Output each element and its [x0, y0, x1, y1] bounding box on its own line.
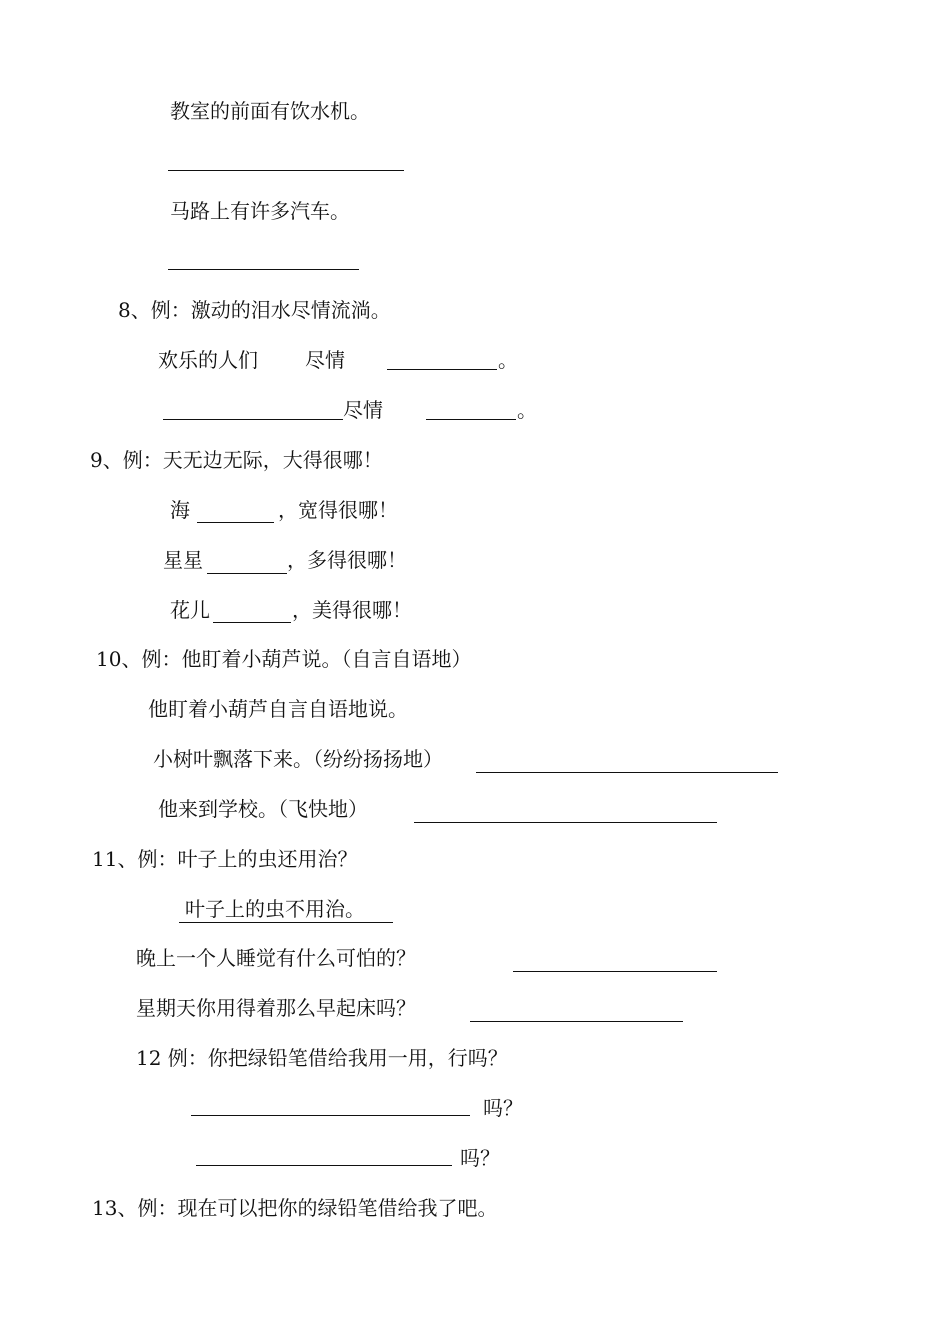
question-8-blank-b1[interactable] — [163, 419, 343, 420]
question-9-line-a-text2: ，宽得很哪！ — [278, 498, 398, 522]
question-9-blank-a[interactable] — [197, 522, 274, 523]
question-11-line-a: 晚上一个人睡觉有什么可怕的？ — [136, 946, 416, 970]
question-9-example: 9、例：天无边无际，大得很哪！ — [90, 448, 383, 472]
sentence-cars: 马路上有许多汽车。 — [170, 199, 350, 223]
question-8-line-a-text1: 欢乐的人们 — [158, 348, 258, 372]
sentence-drinking-fountain: 教室的前面有饮水机。 — [170, 99, 370, 123]
question-10-blank-b[interactable] — [414, 822, 717, 823]
question-9-line-b-text2: ，多得很哪！ — [287, 548, 407, 572]
question-9-line-c-text2: ，美得很哪！ — [292, 598, 412, 622]
question-10-line-a: 小树叶飘落下来。（纷纷扬扬地） — [153, 747, 443, 771]
answer-blank-2[interactable] — [168, 269, 359, 270]
question-8-blank-b2[interactable] — [426, 419, 516, 420]
question-11-example-underline — [179, 922, 393, 923]
question-9-blank-b[interactable] — [207, 573, 287, 574]
question-10-example: 10、例：他盯着小葫芦说。（自言自语地） — [96, 647, 472, 671]
question-8-line-a-text2: 尽情 — [305, 348, 345, 372]
question-12-example: 12 例：你把绿铅笔借给我用一用，行吗？ — [136, 1046, 508, 1070]
question-9-line-a-text1: 海 — [170, 498, 190, 522]
question-11-line-b: 星期天你用得着那么早起床吗？ — [136, 996, 416, 1020]
question-9-blank-c[interactable] — [213, 622, 291, 623]
question-11-example-answer: 叶子上的虫不用治。 — [185, 897, 365, 921]
question-11-example: 11、例：叶子上的虫还用治？ — [92, 847, 358, 871]
question-8-line-b-end: 。 — [517, 398, 537, 422]
question-13-example: 13、例：现在可以把你的绿铅笔借给我了吧。 — [92, 1196, 498, 1220]
question-8-blank-a[interactable] — [387, 369, 497, 370]
question-12-line-a-end: 吗？ — [483, 1096, 523, 1120]
question-10-example-answer: 他盯着小葫芦自言自语地说。 — [148, 697, 408, 721]
question-12-blank-b[interactable] — [196, 1165, 452, 1166]
question-9-line-b-text1: 星星 — [163, 548, 203, 572]
question-10-line-b: 他来到学校。（飞快地） — [158, 797, 368, 821]
question-12-line-b-end: 吗？ — [460, 1146, 500, 1170]
question-11-blank-a[interactable] — [513, 971, 717, 972]
question-8-example: 8、例：激动的泪水尽情流淌。 — [118, 298, 391, 322]
answer-blank-1[interactable] — [168, 170, 404, 171]
question-12-blank-a[interactable] — [191, 1115, 470, 1116]
question-9-line-c-text1: 花儿 — [170, 598, 210, 622]
question-10-blank-a[interactable] — [476, 772, 778, 773]
question-8-line-b-text1: 尽情 — [343, 398, 383, 422]
question-11-blank-b[interactable] — [470, 1021, 683, 1022]
question-8-line-a-end: 。 — [498, 348, 518, 372]
